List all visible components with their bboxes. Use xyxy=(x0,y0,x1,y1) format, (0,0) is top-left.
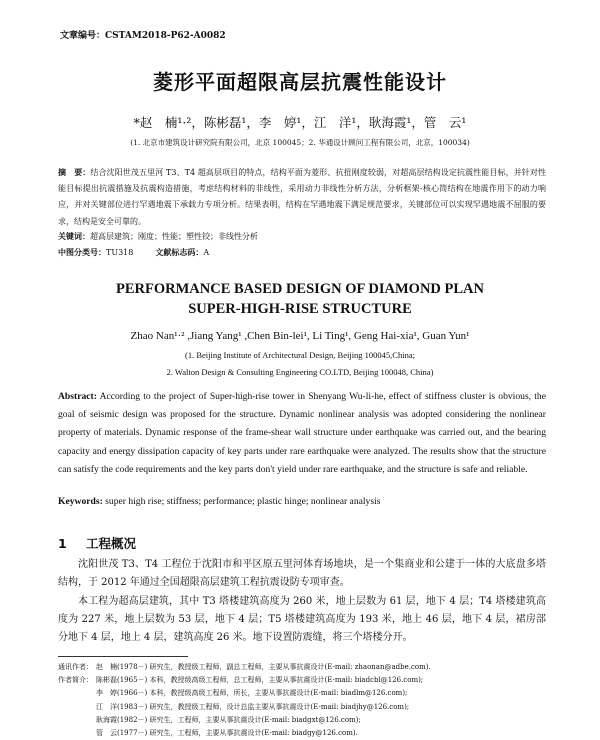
section-title: 工程概况 xyxy=(86,536,137,551)
footnote-line xyxy=(58,727,558,740)
footnote-text: 赵 楠(1978－) 研究生，教授级工程师，副总工程师，主要从事抗震设计(E-mail: zhaonan@adbe.com). xyxy=(96,663,431,671)
chinese-abstract xyxy=(58,164,546,230)
chinese-keywords xyxy=(58,231,258,242)
body-paragraph-2: 本工程为超高层建筑，其中 T3 塔楼建筑高度为 260 米，地上层数为 61 层，地下 4 层；T4 塔楼建筑高度为 227 米，地上层数为 53 层，地下 4 层；T5 塔楼建筑高度为 193 米，地上 46 层，地下 4 层，裙房部分地下 4 层，地上 4 层，建筑高度 26 米。地下设置防震缝，将三个塔楼分开。 xyxy=(58,595,546,644)
footnote-text: 李 婷(1966－) 本科，教授级高级工程师，所长，主要从事抗震设计(E-mail: biadlm@126.com); xyxy=(96,689,408,698)
chinese-title: 菱形平面超限高层抗震性能设计 xyxy=(153,70,447,94)
footnote-rule xyxy=(58,656,188,657)
english-title-line2: SUPER-HIGH-RISE STRUCTURE xyxy=(188,301,412,317)
section-heading xyxy=(58,534,136,552)
class-number-value: TU318 xyxy=(106,248,134,257)
english-abstract-text: According to the project of Super-high-rise tower in Shenyang Wu-li-he, effect of stiffness cluster is obvious, the goal of seismic design was proposed for the structure. Dynamic nonlinear analysis was adopted considering the nonlinear property of materials. Dynamic response of the frame-shear wall structure under earthquake was carried out, and the bearing capacity and energy dissipation capacity of key parts under rare earthquake were analyzed. The results show that the structure can satisfy the code requirements and the key parts don't yield under rare earthquake, and the structure is safe and reliable. xyxy=(58,391,546,475)
footnote-text: 管 云(1977－) 研究生，工程师，主要从事抗震设计(E-mail: biadgy@126.com). xyxy=(96,729,358,738)
chinese-abstract-text: 结合沈阳世茂五里河 T3、T4 超高层项目的特点，结构平面为菱形、抗扭刚度较弱，对超高层结构设定抗震性能目标，并针对性能目标提出抗震措施及抗震构造措施，考虑结构材料的非线性，采用动力非线性分析方法，分析框架-核心筒结构在地震作用下的动力响应，并对关键部位进行罕遇地震下承载力专项分析。结果表明，结构在罕遇地震下满足规范要求，关键部位可以实现罕遇地震不屈服的要求，结构是安全可靠的。 xyxy=(58,168,547,226)
footnote-line xyxy=(58,714,558,727)
english-keywords-text: super high rise; stiffness; performance; plastic hinge; nonlinear analysis xyxy=(102,496,381,507)
footnote-line xyxy=(58,674,558,687)
chinese-keywords-label: 关键词： xyxy=(58,231,90,241)
classification-line xyxy=(58,247,209,258)
chinese-affiliation: (1. 北京市建筑设计研究院有限公司，北京 100045；2. 华通设计顾问工程有限公司，北京，100034) xyxy=(130,138,470,147)
english-abstract-label: Abstract: xyxy=(58,391,97,402)
doc-code-label: 文献标志码： xyxy=(155,247,204,257)
section-number: 1 xyxy=(58,536,67,551)
chinese-abstract-label: 摘 要： xyxy=(58,167,91,177)
footnote-line xyxy=(58,687,558,700)
english-title-line1: PERFORMANCE BASED DESIGN OF DIAMOND PLAN xyxy=(115,281,484,297)
class-number-label: 中图分类号： xyxy=(58,247,106,257)
english-authors: Zhao Nan¹·² ,Jiang Yang¹ ,Chen Bin-lei¹, Li Ting¹, Geng Hai-xia¹, Guan Yun¹ xyxy=(130,330,470,342)
english-abstract xyxy=(58,388,546,479)
footnote-line xyxy=(58,661,558,674)
english-keywords-label: Keywords: xyxy=(58,496,103,507)
footnote-text: 江 洋(1983－) 研究生，教授级工程师，设计总监主要从事抗震设计(E-mail: biadjhy@126.com); xyxy=(96,702,410,711)
english-title xyxy=(0,279,600,319)
english-keywords xyxy=(58,496,380,507)
english-affiliation-2: 2. Walton Design & Consulting Engineering CO.LTD, Beijing 100048, China) xyxy=(166,367,434,377)
chinese-authors: *赵 楠¹·²，陈彬磊¹，李 婷¹，江 洋¹，耿海霞¹，管 云¹ xyxy=(133,115,467,130)
footnote-lead: 作者简介： xyxy=(58,676,93,685)
body-paragraph-1: 沈阳世茂 T3、T4 工程位于沈阳市和平区原五里河体育场地块，是一个集商业和公建于一体的大底盘多塔结构，于 2012 年通过全国超限高层建筑工程抗震设防专项审查。 xyxy=(58,559,546,589)
footnote-text: 陈彬磊(1965－) 本科，教授级高级工程师，总工程师，主要从事抗震设计(E-mail: biadcbl@126.com); xyxy=(96,676,424,685)
footnotes xyxy=(58,661,558,740)
footnote-line xyxy=(58,701,558,714)
footnote-text: 耿海霞(1982－) 研究生，工程师，主要从事抗震设计(E-mail: biadgxt@126.com); xyxy=(96,715,361,724)
doc-code-value: A xyxy=(203,248,210,257)
article-number: 文章编号：CSTAM2018-P62-A0082 xyxy=(60,31,226,41)
english-affiliation-1: (1. Beijing Institute of Architectural Design, Beijing 100045,China; xyxy=(185,350,415,360)
chinese-keywords-text: 超高层建筑；刚度；性能；塑性铰；非线性分析 xyxy=(90,232,258,241)
footnote-lead: 通讯作者： xyxy=(58,663,93,671)
section-body xyxy=(58,556,546,647)
